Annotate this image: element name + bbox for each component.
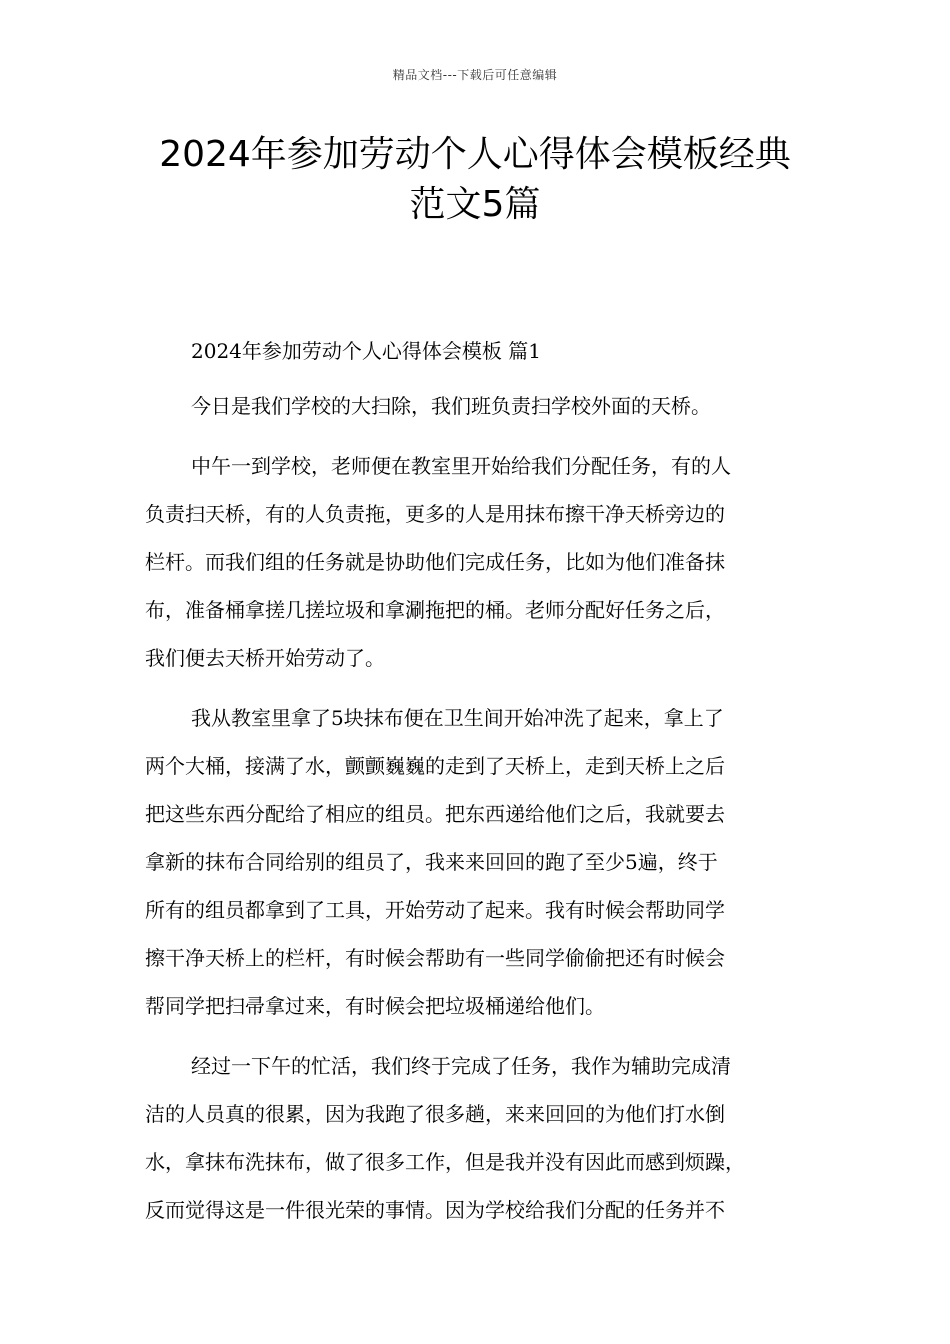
document-title bbox=[120, 130, 830, 230]
paragraph-4 bbox=[145, 1042, 825, 1234]
paragraph-line: 洁的人员真的很累，因为我跑了很多趟，来来回回的为他们打水倒 bbox=[145, 1102, 725, 1126]
paragraph-1 bbox=[145, 382, 825, 430]
document-title-line-2: 范文5篇 bbox=[409, 184, 541, 225]
paragraph-line: 我从教室里拿了5块抹布便在卫生间开始冲洗了起来，拿上了 bbox=[191, 706, 724, 730]
paragraph-line: 我们便去天桥开始劳动了。 bbox=[145, 646, 385, 670]
document-body bbox=[145, 332, 825, 1234]
paragraph-line: 中午一到学校，老师便在教室里开始给我们分配任务，有的人 bbox=[191, 454, 731, 478]
paragraph-line: 栏杆。而我们组的任务就是协助他们完成任务，比如为他们准备抹 bbox=[145, 550, 725, 574]
paragraph-line: 经过一下午的忙活，我们终于完成了任务，我作为辅助完成清 bbox=[191, 1054, 731, 1078]
paragraph-line: 帮同学把扫帚拿过来，有时候会把垃圾桶递给他们。 bbox=[145, 994, 605, 1018]
section-heading: 2024年参加劳动个人心得体会模板 篇1 bbox=[191, 339, 541, 363]
paragraph-2 bbox=[145, 442, 825, 682]
paragraph-line: 拿新的抹布合同给别的组员了，我来来回回的跑了至少5遍，终于 bbox=[145, 850, 718, 874]
paragraph-line: 擦干净天桥上的栏杆，有时候会帮助有一些同学偷偷把还有时候会 bbox=[145, 946, 725, 970]
header-note: 精品文档---下载后可任意编辑 bbox=[392, 68, 558, 82]
paragraph-line: 水，拿抹布洗抹布，做了很多工作，但是我并没有因此而感到烦躁， bbox=[145, 1150, 745, 1174]
paragraph-line: 负责扫天桥，有的人负责拖，更多的人是用抹布擦干净天桥旁边的 bbox=[145, 502, 725, 526]
paragraph-line: 反而觉得这是一件很光荣的事情。因为学校给我们分配的任务并不 bbox=[145, 1198, 725, 1222]
paragraph-line: 今日是我们学校的大扫除，我们班负责扫学校外面的天桥。 bbox=[191, 394, 711, 418]
document-title-line-1: 2024年参加劳动个人心得体会模板经典 bbox=[159, 134, 791, 175]
paragraph-line: 布，准备桶拿搓几搓垃圾和拿涮拖把的桶。老师分配好任务之后， bbox=[145, 598, 725, 622]
paragraph-line: 两个大桶，接满了水，颤颤巍巍的走到了天桥上，走到天桥上之后 bbox=[145, 754, 725, 778]
paragraph-line: 把这些东西分配给了相应的组员。把东西递给他们之后，我就要去 bbox=[145, 802, 725, 826]
paragraph-3 bbox=[145, 694, 825, 1030]
paragraph-line: 所有的组员都拿到了工具，开始劳动了起来。我有时候会帮助同学 bbox=[145, 898, 725, 922]
